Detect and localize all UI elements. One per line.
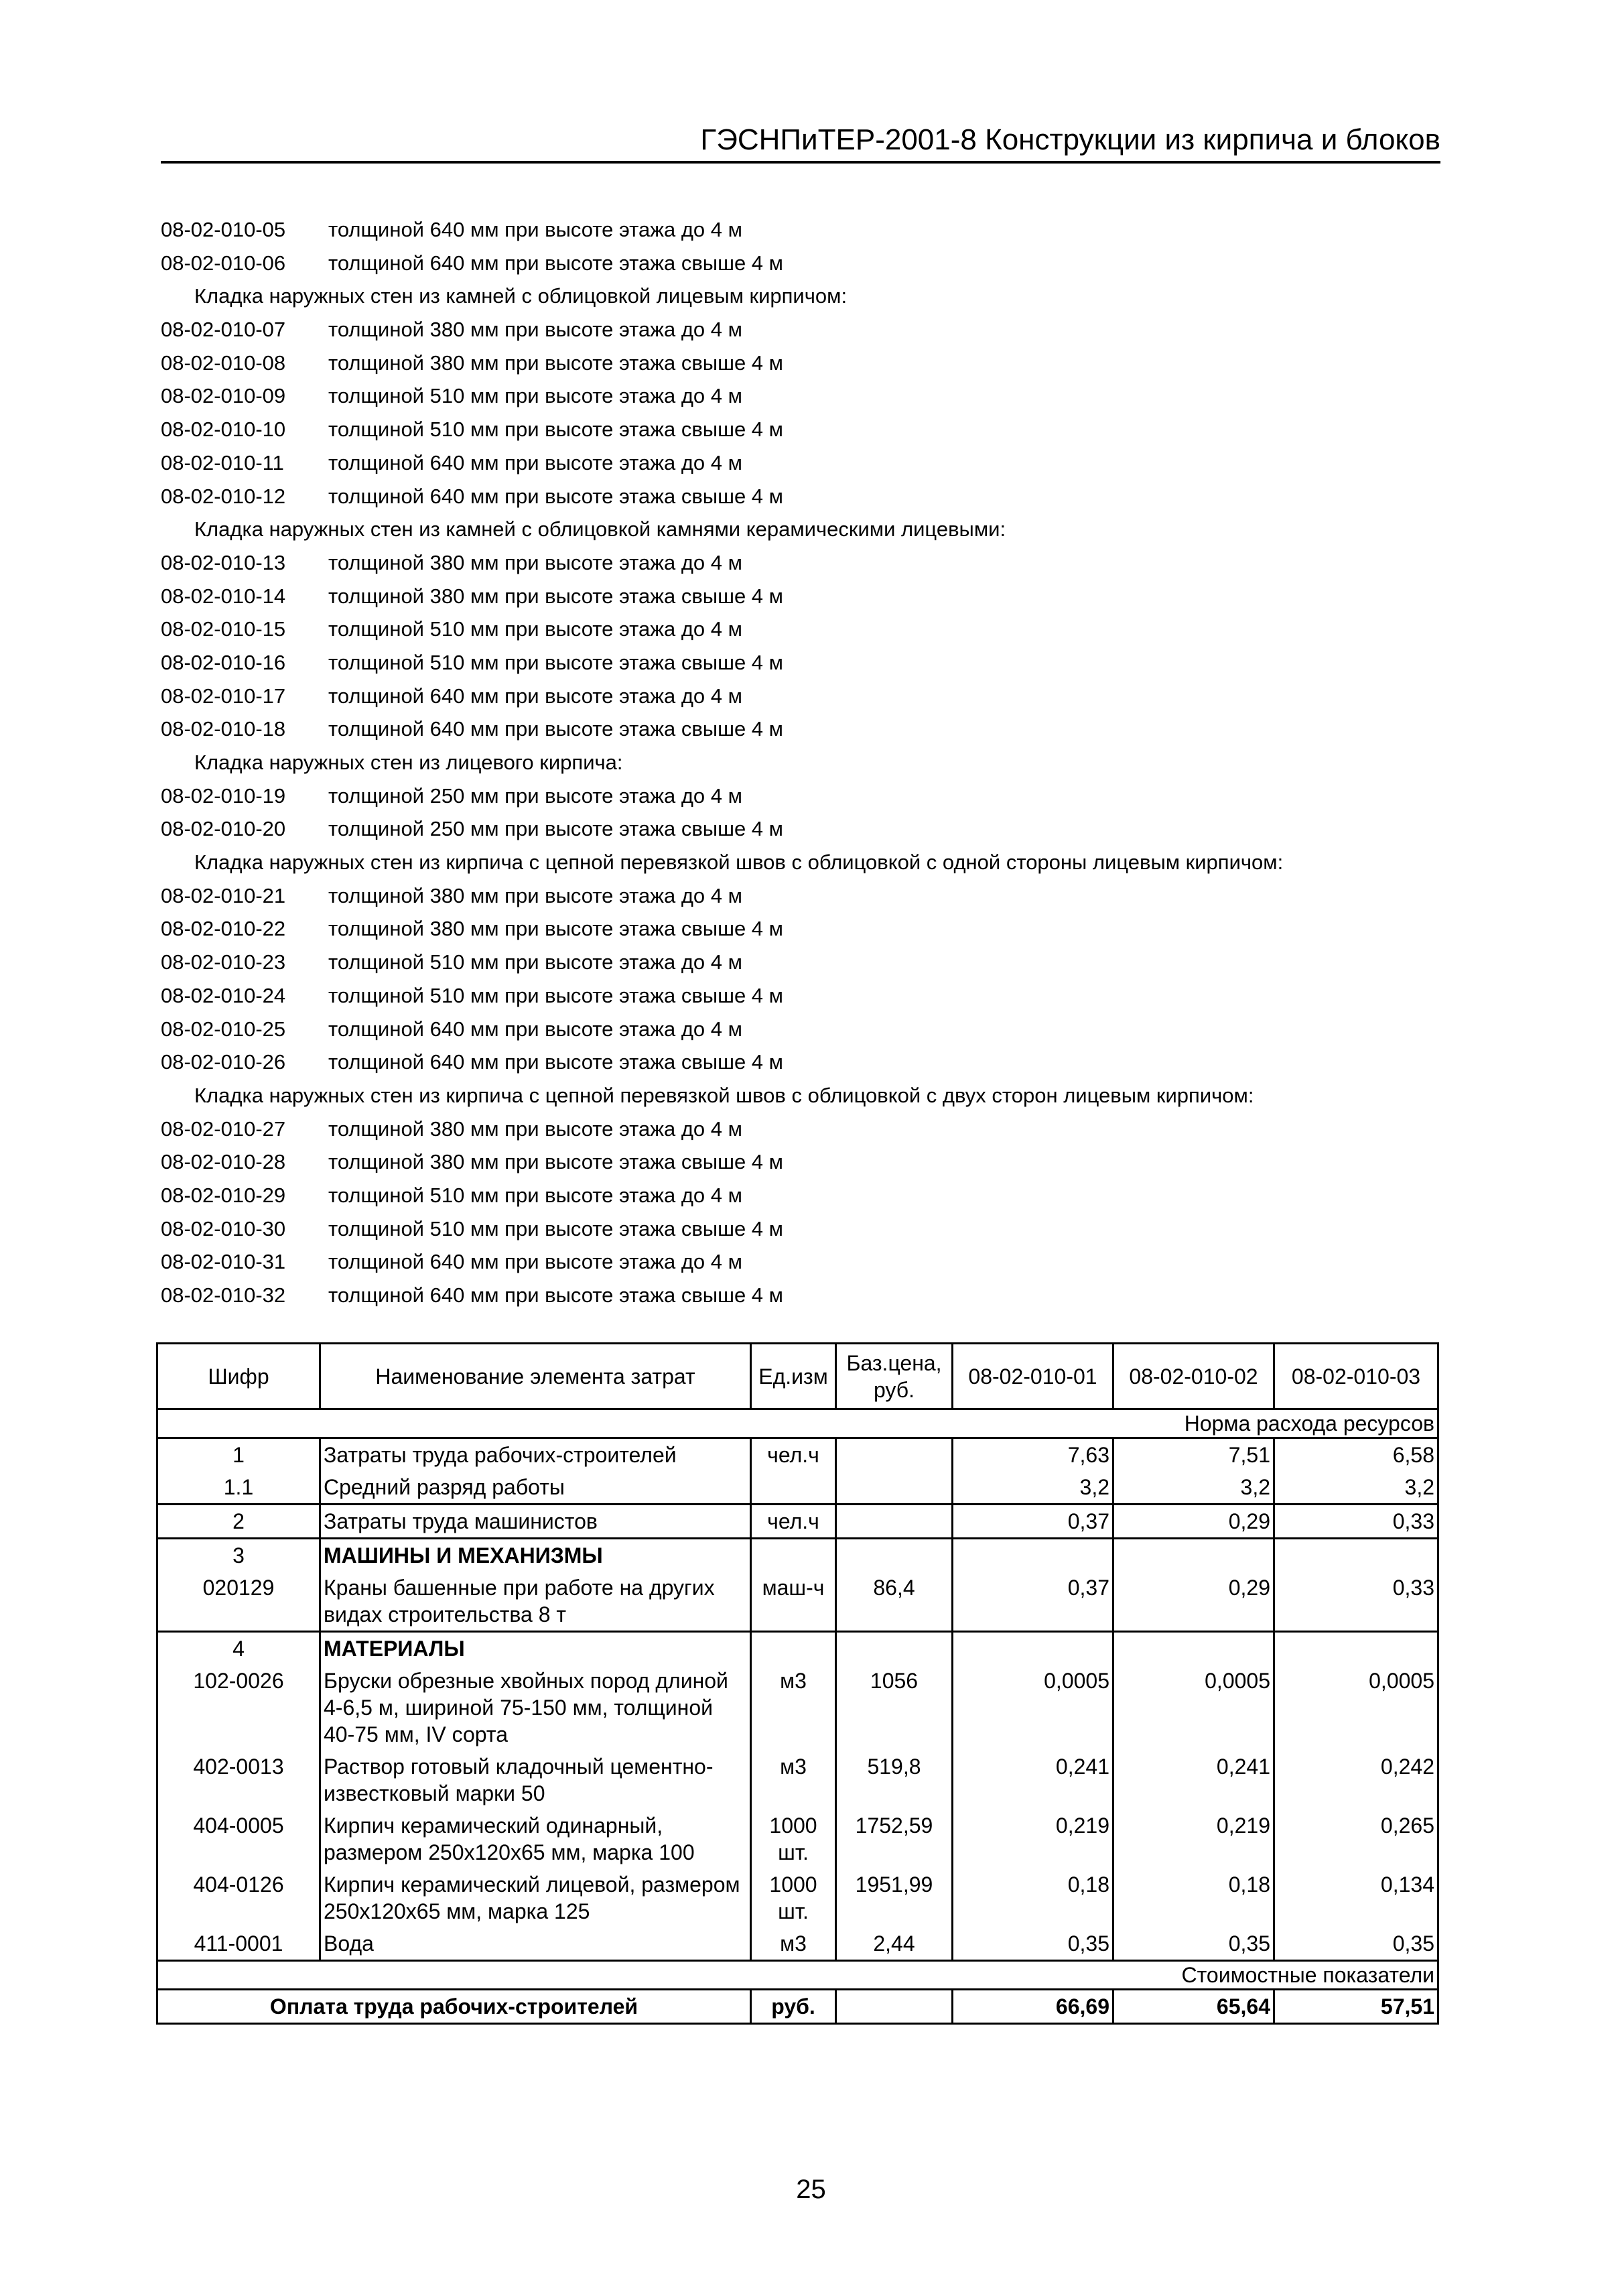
- item-description: толщиной 640 мм при высоте этажа до 4 м: [328, 450, 742, 474]
- code-line: [161, 1245, 1434, 1279]
- cell-value: 0,18: [953, 1868, 1113, 1927]
- cell-unit: маш-ч: [751, 1572, 836, 1632]
- item-description: толщиной 510 мм при высоте этажа свыше 4 м: [328, 1216, 783, 1240]
- item-code: 08-02-010-12: [161, 484, 286, 508]
- cell-value: 0,35: [1274, 1927, 1438, 1961]
- code-line: [161, 912, 1434, 946]
- item-code: 08-02-010-24: [161, 983, 286, 1007]
- cell-shifr: 2: [157, 1505, 320, 1539]
- cell-price: [836, 1438, 953, 1472]
- item-code: 08-02-010-31: [161, 1250, 286, 1274]
- code-line: [161, 1279, 1434, 1312]
- code-line: [161, 613, 1434, 646]
- table-row: [157, 1868, 1438, 1927]
- header-unit: Ед.изм: [751, 1344, 836, 1409]
- page-number: 25: [796, 2175, 826, 2204]
- cell-value: 7,63: [953, 1438, 1113, 1472]
- cell-name: Бруски обрезные хвойных пород длиной 4-6,5 м, шириной 75-150 мм, толщиной 40-75 мм, IV сорта: [320, 1665, 751, 1750]
- item-code: 08-02-010-25: [161, 1017, 286, 1041]
- norm-label: Норма расхода ресурсов: [157, 1409, 1438, 1438]
- item-code: 08-02-010-14: [161, 584, 286, 608]
- item-description: толщиной 640 мм при высоте этажа свыше 4 м: [328, 484, 783, 508]
- cell-value: 0,35: [953, 1927, 1113, 1961]
- cell-value: 3,2: [1113, 1471, 1274, 1505]
- table-row: [157, 1809, 1438, 1868]
- code-line: [161, 812, 1434, 846]
- item-description: толщиной 380 мм при высоте этажа до 4 м: [328, 318, 742, 342]
- cell-name: МАТЕРИАЛЫ: [320, 1632, 751, 1665]
- cell-shifr: 402-0013: [157, 1750, 320, 1809]
- cell-value: 0,265: [1274, 1809, 1438, 1868]
- item-code: 08-02-010-11: [161, 450, 284, 474]
- cell-value: 0,241: [1113, 1750, 1274, 1809]
- item-description: толщиной 510 мм при высоте этажа свыше 4 м: [328, 418, 783, 442]
- item-code: 08-02-010-16: [161, 650, 286, 674]
- item-code: 08-02-010-28: [161, 1150, 286, 1174]
- cell-value: 0,241: [953, 1750, 1113, 1809]
- cell-value: 0,219: [953, 1809, 1113, 1868]
- item-code: 08-02-010-27: [161, 1117, 286, 1141]
- cell-value: 0,29: [1113, 1505, 1274, 1539]
- item-description: толщиной 380 мм при высоте этажа до 4 м: [328, 883, 742, 907]
- cell-price: 2,44: [836, 1927, 953, 1961]
- pay-price: [836, 1990, 953, 2024]
- cell-price: [836, 1505, 953, 1539]
- item-description: толщиной 640 мм при высоте этажа свыше 4 м: [328, 717, 783, 741]
- item-description: толщиной 640 мм при высоте этажа до 4 м: [328, 1250, 742, 1274]
- code-line: [161, 213, 1434, 247]
- item-description: толщиной 640 мм при высоте этажа до 4 м: [328, 218, 742, 241]
- cell-unit: чел.ч: [751, 1505, 836, 1539]
- cell-price: 1056: [836, 1665, 953, 1750]
- cell-unit: м3: [751, 1750, 836, 1809]
- cell-price: 1951,99: [836, 1868, 953, 1927]
- code-line: [161, 480, 1434, 513]
- cell-value: [953, 1539, 1113, 1572]
- item-description: толщиной 640 мм при высоте этажа свыше 4 м: [328, 1050, 783, 1074]
- code-line: [161, 1212, 1434, 1246]
- code-line: [161, 646, 1434, 680]
- item-code: 08-02-010-29: [161, 1183, 286, 1207]
- code-line: [161, 247, 1434, 280]
- item-code: 08-02-010-21: [161, 883, 286, 907]
- item-code: 08-02-010-23: [161, 950, 286, 974]
- item-description: толщиной 640 мм при высоте этажа свыше 4 м: [328, 251, 783, 275]
- pay-value: 57,51: [1274, 1990, 1438, 2024]
- code-line: [161, 546, 1434, 580]
- header-code-1: 08-02-010-01: [953, 1344, 1113, 1409]
- cell-value: 0,37: [953, 1505, 1113, 1539]
- item-description: толщиной 380 мм при высоте этажа свыше 4 м: [328, 584, 783, 608]
- cell-unit: 1000 шт.: [751, 1868, 836, 1927]
- item-code: 08-02-010-08: [161, 350, 286, 375]
- item-description: толщиной 640 мм при высоте этажа до 4 м: [328, 1017, 742, 1041]
- table-row: [157, 1927, 1438, 1961]
- item-code: 08-02-010-30: [161, 1216, 286, 1240]
- cell-value: 0,33: [1274, 1505, 1438, 1539]
- cell-shifr: 020129: [157, 1572, 320, 1632]
- cell-name: Раствор готовый кладочный цементно-известковый марки 50: [320, 1750, 751, 1809]
- table-row: [157, 1539, 1438, 1572]
- cell-unit: чел.ч: [751, 1438, 836, 1472]
- cell-value: 0,18: [1113, 1868, 1274, 1927]
- cost-label-row: [157, 1961, 1438, 1990]
- code-line: [161, 1045, 1434, 1079]
- cell-shifr: 4: [157, 1632, 320, 1665]
- pay-label: Оплата труда рабочих-строителей: [157, 1990, 751, 2024]
- code-line: [161, 413, 1434, 446]
- cell-shifr: 404-0126: [157, 1868, 320, 1927]
- code-line: [161, 979, 1434, 1013]
- item-code: 08-02-010-09: [161, 384, 286, 408]
- pay-row: [157, 1990, 1438, 2024]
- item-code: 08-02-010-26: [161, 1050, 286, 1074]
- header-name: Наименование элемента затрат: [320, 1344, 751, 1409]
- cell-shifr: 411-0001: [157, 1927, 320, 1961]
- item-description: толщиной 510 мм при высоте этажа свыше 4 м: [328, 650, 783, 674]
- cell-name: Затраты труда машинистов: [320, 1505, 751, 1539]
- item-description: толщиной 640 мм при высоте этажа до 4 м: [328, 684, 742, 708]
- cell-name: Средний разряд работы: [320, 1471, 751, 1505]
- code-line: [161, 879, 1434, 913]
- page-header: [161, 124, 1440, 164]
- cell-value: [1113, 1539, 1274, 1572]
- section-heading: Кладка наружных стен из камней с облицовкой лицевым кирпичом:: [194, 284, 848, 308]
- cell-value: 3,2: [1274, 1471, 1438, 1505]
- code-line: [161, 680, 1434, 713]
- cell-name: Затраты труда рабочих-строителей: [320, 1438, 751, 1472]
- code-line: [161, 1145, 1434, 1179]
- table-header-row: [157, 1344, 1438, 1409]
- norm-label-row: [157, 1409, 1438, 1438]
- cost-label: Стоимостные показатели: [157, 1961, 1438, 1990]
- code-line: [161, 446, 1434, 480]
- item-description: толщиной 380 мм при высоте этажа до 4 м: [328, 550, 742, 574]
- cell-unit: [751, 1471, 836, 1505]
- pay-value: 65,64: [1113, 1990, 1274, 2024]
- item-code: 08-02-010-17: [161, 684, 286, 708]
- cell-price: 86,4: [836, 1572, 953, 1632]
- code-line: [161, 1013, 1434, 1046]
- cell-unit: м3: [751, 1665, 836, 1750]
- cell-value: 0,33: [1274, 1572, 1438, 1632]
- code-line: [161, 946, 1434, 979]
- cell-shifr: 1: [157, 1438, 320, 1472]
- cell-value: 0,219: [1113, 1809, 1274, 1868]
- cell-name: Кирпич керамический лицевой, размером 250х120х65 мм, марка 125: [320, 1868, 751, 1927]
- pay-value: 66,69: [953, 1990, 1113, 2024]
- table-row: [157, 1572, 1438, 1632]
- item-description: толщиной 380 мм при высоте этажа свыше 4 м: [328, 350, 783, 375]
- cell-value: 0,134: [1274, 1868, 1438, 1927]
- item-code: 08-02-010-10: [161, 418, 286, 442]
- item-code: 08-02-010-05: [161, 218, 286, 241]
- item-description: толщиной 510 мм при высоте этажа до 4 м: [328, 950, 742, 974]
- resource-table: [156, 1342, 1439, 2025]
- item-description: толщиной 250 мм при высоте этажа до 4 м: [328, 783, 742, 808]
- cell-unit: [751, 1539, 836, 1572]
- cell-value: 6,58: [1274, 1438, 1438, 1472]
- cell-value: 0,29: [1113, 1572, 1274, 1632]
- cell-price: 519,8: [836, 1750, 953, 1809]
- item-description: толщиной 250 мм при высоте этажа свыше 4 м: [328, 817, 783, 841]
- item-description: толщиной 380 мм при высоте этажа до 4 м: [328, 1117, 742, 1141]
- item-code: 08-02-010-13: [161, 550, 286, 574]
- code-line: [161, 779, 1434, 813]
- code-line: [161, 1112, 1434, 1146]
- cell-value: 0,35: [1113, 1927, 1274, 1961]
- item-code: 08-02-010-07: [161, 318, 286, 342]
- code-line: [161, 1179, 1434, 1212]
- cell-shifr: 102-0026: [157, 1665, 320, 1750]
- item-description: толщиной 640 мм при высоте этажа свыше 4 м: [328, 1283, 783, 1307]
- item-description: толщиной 510 мм при высоте этажа свыше 4 м: [328, 983, 783, 1007]
- cell-value: [1274, 1539, 1438, 1572]
- item-description: толщиной 510 мм при высоте этажа до 4 м: [328, 384, 742, 408]
- item-code: 08-02-010-15: [161, 617, 286, 641]
- header-code-2: 08-02-010-02: [1113, 1344, 1274, 1409]
- pay-unit: руб.: [751, 1990, 836, 2024]
- header-title: ГЭСНПиТЕР-2001-8 Конструкции из кирпича и блоков: [700, 123, 1440, 156]
- code-line: [161, 313, 1434, 346]
- cell-value: [1113, 1632, 1274, 1665]
- item-description: толщиной 510 мм при высоте этажа до 4 м: [328, 617, 742, 641]
- item-code: 08-02-010-18: [161, 717, 286, 741]
- cell-name: Краны башенные при работе на других видах строительства 8 т: [320, 1572, 751, 1632]
- cell-shifr: 3: [157, 1539, 320, 1572]
- cell-price: [836, 1539, 953, 1572]
- code-line: [161, 712, 1434, 746]
- cell-value: 7,51: [1113, 1438, 1274, 1472]
- cell-name: Вода: [320, 1927, 751, 1961]
- table-row: [157, 1665, 1438, 1750]
- cell-price: 1752,59: [836, 1809, 953, 1868]
- section-heading: Кладка наружных стен из лицевого кирпича:: [194, 751, 623, 774]
- cell-value: 0,0005: [953, 1665, 1113, 1750]
- header-shifr: Шифр: [157, 1344, 320, 1409]
- cell-value: 0,0005: [1274, 1665, 1438, 1750]
- item-code: 08-02-010-19: [161, 783, 286, 808]
- code-line: [161, 580, 1434, 613]
- code-list: [161, 213, 1434, 1312]
- section-heading: Кладка наружных стен из камней с облицовкой камнями керамическими лицевыми:: [194, 517, 1006, 541]
- cell-unit: [751, 1632, 836, 1665]
- cell-value: 0,0005: [1113, 1665, 1274, 1750]
- cell-name: МАШИНЫ И МЕХАНИЗМЫ: [320, 1539, 751, 1572]
- item-description: толщиной 380 мм при высоте этажа свыше 4 м: [328, 1150, 783, 1174]
- cell-value: 0,242: [1274, 1750, 1438, 1809]
- item-code: 08-02-010-20: [161, 817, 286, 841]
- table-row: [157, 1632, 1438, 1665]
- item-description: толщиной 380 мм при высоте этажа свыше 4 м: [328, 917, 783, 941]
- table-row: [157, 1438, 1438, 1472]
- item-description: толщиной 510 мм при высоте этажа до 4 м: [328, 1183, 742, 1207]
- cell-value: [1274, 1632, 1438, 1665]
- table-row: [157, 1505, 1438, 1539]
- cell-unit: м3: [751, 1927, 836, 1961]
- cell-price: [836, 1471, 953, 1505]
- table-row: [157, 1471, 1438, 1505]
- cell-value: 3,2: [953, 1471, 1113, 1505]
- item-code: 08-02-010-32: [161, 1283, 286, 1307]
- item-code: 08-02-010-06: [161, 251, 286, 275]
- header-price: Баз.цена, руб.: [836, 1344, 953, 1409]
- cell-shifr: 1.1: [157, 1471, 320, 1505]
- header-code-3: 08-02-010-03: [1274, 1344, 1438, 1409]
- item-code: 08-02-010-22: [161, 917, 286, 941]
- cell-value: 0,37: [953, 1572, 1113, 1632]
- cell-unit: 1000 шт.: [751, 1809, 836, 1868]
- code-line: [161, 346, 1434, 380]
- table-row: [157, 1750, 1438, 1809]
- cell-price: [836, 1632, 953, 1665]
- code-line: [161, 379, 1434, 413]
- cell-value: [953, 1632, 1113, 1665]
- cell-name: Кирпич керамический одинарный, размером 250х120х65 мм, марка 100: [320, 1809, 751, 1868]
- section-heading: Кладка наружных стен из кирпича с цепной перевязкой швов с облицовкой с одной стороны лицевым кирпичом:: [194, 850, 1284, 875]
- section-heading: Кладка наружных стен из кирпича с цепной перевязкой швов с облицовкой с двух сторон лицевым кирпичом:: [194, 1083, 1254, 1107]
- cell-shifr: 404-0005: [157, 1809, 320, 1868]
